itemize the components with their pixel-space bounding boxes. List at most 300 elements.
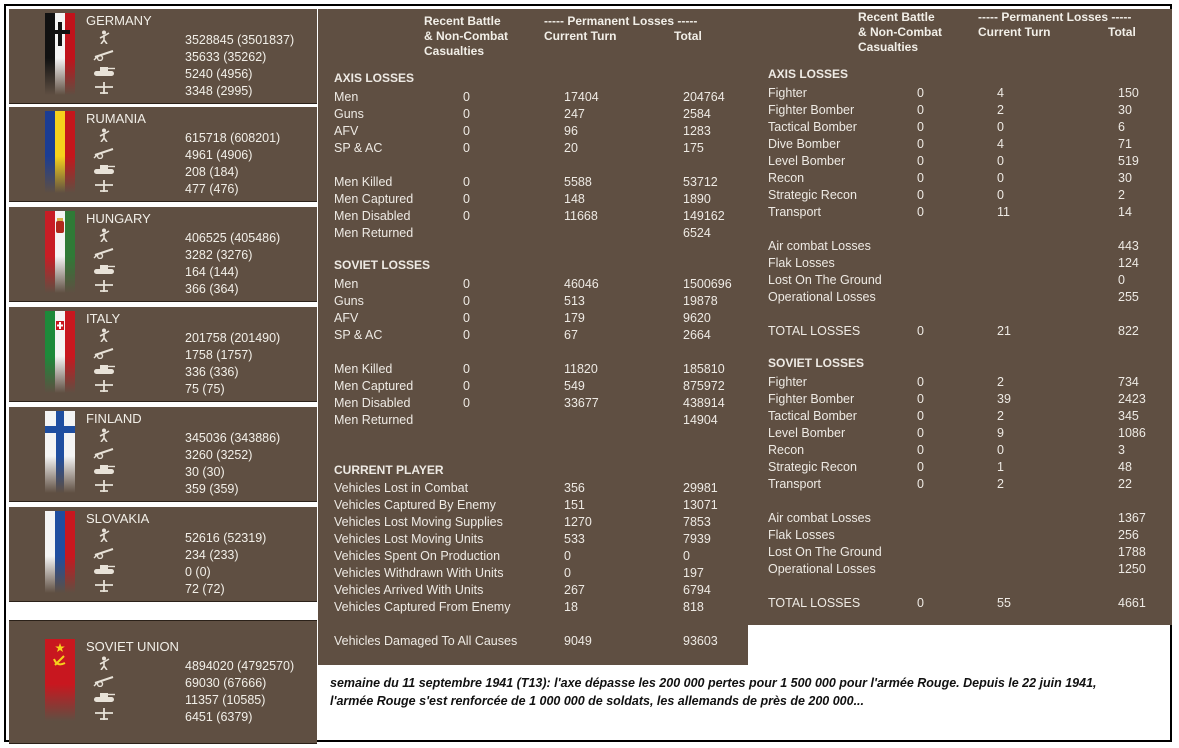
cell-total: 6 bbox=[1118, 120, 1125, 134]
header-permanent: ----- Permanent Losses ----- bbox=[978, 10, 1132, 24]
cell-label: Dive Bomber bbox=[768, 137, 841, 151]
cell-label: Men Killed bbox=[334, 362, 393, 376]
cell-recent: 0 bbox=[917, 171, 924, 185]
header-total: Total bbox=[1108, 25, 1136, 39]
guns-value: 4961 (4906) bbox=[185, 148, 253, 162]
cell-recent: 0 bbox=[917, 426, 924, 440]
cell-turn: 55 bbox=[997, 596, 1011, 610]
air-row bbox=[748, 595, 1172, 611]
cell-turn: 0 bbox=[564, 549, 571, 563]
cell-turn: 1 bbox=[997, 460, 1004, 474]
men-value: 3528845 (3501837) bbox=[185, 33, 295, 47]
cell-label: Strategic Recon bbox=[768, 460, 857, 474]
air-row bbox=[748, 221, 1172, 237]
ground-row bbox=[318, 140, 748, 156]
cell-recent: 0 bbox=[917, 392, 924, 406]
cell-label: Level Bomber bbox=[768, 154, 846, 168]
cell-recent: 0 bbox=[463, 362, 470, 376]
ground-row bbox=[318, 276, 748, 292]
cell-total: 2423 bbox=[1118, 392, 1146, 406]
ground-row bbox=[318, 89, 748, 105]
cell-total: 6794 bbox=[683, 583, 711, 597]
cell-total: 204764 bbox=[683, 90, 725, 104]
nation-germany bbox=[9, 9, 317, 104]
cell-label: SP & AC bbox=[334, 328, 383, 342]
vehicle-row bbox=[318, 599, 748, 615]
air-value: 366 (364) bbox=[185, 282, 239, 296]
cell-total: 9620 bbox=[683, 311, 711, 325]
cell-recent: 0 bbox=[463, 277, 470, 291]
cell-turn: 9 bbox=[997, 426, 1004, 440]
men-icon bbox=[91, 328, 117, 342]
men-icon bbox=[91, 428, 117, 442]
air-row bbox=[748, 323, 1172, 339]
cell-label: Operational Losses bbox=[768, 562, 876, 576]
cell-recent: 0 bbox=[463, 396, 470, 410]
cell-total: 185810 bbox=[683, 362, 725, 376]
afv-value: 0 (0) bbox=[185, 565, 211, 579]
cell-turn: 533 bbox=[564, 532, 585, 546]
cell-turn: 247 bbox=[564, 107, 585, 121]
cell-label: Flak Losses bbox=[768, 256, 835, 270]
guns-value: 3260 (3252) bbox=[185, 448, 253, 462]
cell-recent: 0 bbox=[917, 103, 924, 117]
nation-italy bbox=[9, 307, 317, 402]
cell-turn: 2 bbox=[997, 103, 1004, 117]
cell-turn: 46046 bbox=[564, 277, 599, 291]
cell-turn: 9049 bbox=[564, 634, 592, 648]
cell-total: 255 bbox=[1118, 290, 1139, 304]
cell-turn: 267 bbox=[564, 583, 585, 597]
ground-row bbox=[318, 123, 748, 139]
cell-label: Transport bbox=[768, 477, 822, 491]
cell-total: 14904 bbox=[683, 413, 718, 427]
cell-total: 0 bbox=[1118, 273, 1125, 287]
cell-turn: 0 bbox=[997, 171, 1004, 185]
ground-row bbox=[318, 106, 748, 122]
air-row bbox=[748, 459, 1172, 475]
cell-total: 1890 bbox=[683, 192, 711, 206]
cell-label: Vehicles Withdrawn With Units bbox=[334, 566, 504, 580]
cell-label: AFV bbox=[334, 311, 359, 325]
cell-label: Men Returned bbox=[334, 413, 414, 427]
cell-label: Men Disabled bbox=[334, 396, 411, 410]
cell-label: Lost On The Ground bbox=[768, 273, 882, 287]
cell-turn: 96 bbox=[564, 124, 578, 138]
air-row bbox=[748, 476, 1172, 492]
cell-turn: 39 bbox=[997, 392, 1011, 406]
afv-value: 5240 (4956) bbox=[185, 67, 253, 81]
cell-total: 19878 bbox=[683, 294, 718, 308]
cell-label: Fighter Bomber bbox=[768, 103, 855, 117]
guns-icon bbox=[91, 673, 117, 687]
air-row bbox=[748, 204, 1172, 220]
cell-label: Guns bbox=[334, 294, 364, 308]
vehicle-row bbox=[318, 497, 748, 513]
flag-finland bbox=[45, 411, 75, 493]
cell-total: 438914 bbox=[683, 396, 725, 410]
guns-value: 234 (233) bbox=[185, 548, 239, 562]
cell-total: 443 bbox=[1118, 239, 1139, 253]
cell-recent: 0 bbox=[463, 209, 470, 223]
vehicle-row bbox=[318, 582, 748, 598]
guns-icon bbox=[91, 545, 117, 559]
nation-name: GERMANY bbox=[86, 13, 152, 28]
flag-germany bbox=[45, 13, 75, 95]
ground-row bbox=[318, 327, 748, 343]
ground-row bbox=[318, 378, 748, 394]
afv-icon bbox=[91, 64, 117, 78]
men-value: 406525 (405486) bbox=[185, 231, 281, 245]
cell-total: 150 bbox=[1118, 86, 1139, 100]
cell-label: TOTAL LOSSES bbox=[768, 596, 861, 610]
ground-row bbox=[318, 293, 748, 309]
cell-label: Air combat Losses bbox=[768, 239, 871, 253]
cell-label: Vehicles Damaged To All Causes bbox=[334, 634, 518, 648]
cell-turn: 2 bbox=[997, 375, 1004, 389]
men-value: 52616 (52319) bbox=[185, 531, 267, 545]
cell-total: 1500696 bbox=[683, 277, 732, 291]
air-row bbox=[748, 527, 1172, 543]
cell-recent: 0 bbox=[463, 107, 470, 121]
cell-recent: 0 bbox=[917, 120, 924, 134]
cell-total: 13071 bbox=[683, 498, 718, 512]
air-icon bbox=[91, 179, 117, 193]
cell-total: 124 bbox=[1118, 256, 1139, 270]
air-icon bbox=[91, 81, 117, 95]
cell-turn: 67 bbox=[564, 328, 578, 342]
guns-icon bbox=[91, 47, 117, 61]
cell-label: Vehicles Spent On Production bbox=[334, 549, 501, 563]
ground-row bbox=[318, 361, 748, 377]
guns-icon bbox=[91, 345, 117, 359]
flag-rumania bbox=[45, 111, 75, 193]
cell-turn: 21 bbox=[997, 324, 1011, 338]
air-value: 359 (359) bbox=[185, 482, 239, 496]
afv-value: 336 (336) bbox=[185, 365, 239, 379]
air-row bbox=[748, 544, 1172, 560]
cell-label: Tactical Bomber bbox=[768, 409, 857, 423]
air-value: 75 (75) bbox=[185, 382, 225, 396]
afv-value: 30 (30) bbox=[185, 465, 225, 479]
cell-recent: 0 bbox=[463, 175, 470, 189]
air-row bbox=[748, 561, 1172, 577]
cell-turn: 148 bbox=[564, 192, 585, 206]
cell-turn: 5588 bbox=[564, 175, 592, 189]
ground-row bbox=[318, 157, 748, 173]
nation-name: RUMANIA bbox=[86, 111, 146, 126]
cell-turn: 549 bbox=[564, 379, 585, 393]
nation-name: SLOVAKIA bbox=[86, 511, 150, 526]
cell-label: Vehicles Lost Moving Units bbox=[334, 532, 484, 546]
ground-row bbox=[318, 191, 748, 207]
cell-recent: 0 bbox=[463, 328, 470, 342]
cell-turn: 513 bbox=[564, 294, 585, 308]
ground-row bbox=[318, 310, 748, 326]
cell-turn: 151 bbox=[564, 498, 585, 512]
cell-recent: 0 bbox=[917, 443, 924, 457]
guns-value: 69030 (67666) bbox=[185, 676, 267, 690]
air-row bbox=[748, 187, 1172, 203]
ground-row bbox=[318, 174, 748, 190]
air-row bbox=[748, 493, 1172, 509]
cell-total: 149162 bbox=[683, 209, 725, 223]
cell-turn: 0 bbox=[564, 566, 571, 580]
ground-row bbox=[318, 344, 748, 360]
air-icon bbox=[91, 379, 117, 393]
cell-total: 519 bbox=[1118, 154, 1139, 168]
cell-recent: 0 bbox=[917, 596, 924, 610]
cell-recent: 0 bbox=[463, 311, 470, 325]
air-value: 6451 (6379) bbox=[185, 710, 253, 724]
cell-total: 4661 bbox=[1118, 596, 1146, 610]
cell-recent: 0 bbox=[917, 86, 924, 100]
cell-total: 1086 bbox=[1118, 426, 1146, 440]
cell-total: 93603 bbox=[683, 634, 718, 648]
header-total: Total bbox=[674, 29, 702, 43]
cell-total: 875972 bbox=[683, 379, 725, 393]
air-row bbox=[748, 442, 1172, 458]
nation-rumania bbox=[9, 107, 317, 202]
air-row bbox=[748, 289, 1172, 305]
afv-icon bbox=[91, 162, 117, 176]
air-row bbox=[748, 170, 1172, 186]
guns-value: 3282 (3276) bbox=[185, 248, 253, 262]
cell-total: 175 bbox=[683, 141, 704, 155]
flag-italy bbox=[45, 311, 75, 393]
air-icon bbox=[91, 479, 117, 493]
vehicle-row bbox=[318, 531, 748, 547]
cell-total: 2584 bbox=[683, 107, 711, 121]
cell-total: 7939 bbox=[683, 532, 711, 546]
cell-total: 29981 bbox=[683, 481, 718, 495]
nation-name: ITALY bbox=[86, 311, 121, 326]
cell-total: 1367 bbox=[1118, 511, 1146, 525]
air-row bbox=[748, 102, 1172, 118]
cell-recent: 0 bbox=[463, 124, 470, 138]
cell-label: Flak Losses bbox=[768, 528, 835, 542]
air-row bbox=[748, 408, 1172, 424]
cell-label: Vehicles Captured From Enemy bbox=[334, 600, 511, 614]
cell-label: Transport bbox=[768, 205, 822, 219]
cell-turn: 11 bbox=[997, 205, 1010, 219]
section-title: AXIS LOSSES bbox=[334, 71, 415, 85]
cell-total: 256 bbox=[1118, 528, 1139, 542]
air-value: 72 (72) bbox=[185, 582, 225, 596]
air-row bbox=[748, 306, 1172, 322]
men-icon bbox=[91, 228, 117, 242]
cell-turn: 0 bbox=[997, 188, 1004, 202]
air-icon bbox=[91, 579, 117, 593]
cell-recent: 0 bbox=[917, 154, 924, 168]
nation-hungary bbox=[9, 207, 317, 302]
cell-label: Vehicles Captured By Enemy bbox=[334, 498, 496, 512]
afv-icon bbox=[91, 462, 117, 476]
cell-label: Vehicles Lost Moving Supplies bbox=[334, 515, 503, 529]
cell-total: 48 bbox=[1118, 460, 1132, 474]
guns-icon bbox=[91, 245, 117, 259]
cell-label: Men Disabled bbox=[334, 209, 411, 223]
air-value: 3348 (2995) bbox=[185, 84, 253, 98]
cell-recent: 0 bbox=[463, 379, 470, 393]
cell-recent: 0 bbox=[917, 324, 924, 338]
cell-total: 1250 bbox=[1118, 562, 1146, 576]
header-current-turn: Current Turn bbox=[978, 25, 1051, 39]
men-icon bbox=[91, 656, 117, 670]
men-icon bbox=[91, 528, 117, 542]
cell-recent: 0 bbox=[917, 205, 924, 219]
cell-turn: 0 bbox=[997, 120, 1004, 134]
cell-total: 197 bbox=[683, 566, 704, 580]
cell-recent: 0 bbox=[917, 137, 924, 151]
nation-name: FINLAND bbox=[86, 411, 142, 426]
cell-recent: 0 bbox=[463, 141, 470, 155]
cell-label: Men Returned bbox=[334, 226, 414, 240]
air-row bbox=[748, 425, 1172, 441]
header-recent-1: Recent Battle bbox=[858, 10, 935, 24]
cell-turn: 11668 bbox=[564, 209, 598, 223]
header-current-turn: Current Turn bbox=[544, 29, 617, 43]
cell-label: Fighter bbox=[768, 86, 807, 100]
cell-total: 822 bbox=[1118, 324, 1139, 338]
cell-turn: 18 bbox=[564, 600, 578, 614]
air-row bbox=[748, 255, 1172, 271]
afv-icon bbox=[91, 362, 117, 376]
guns-value: 1758 (1757) bbox=[185, 348, 253, 362]
air-row bbox=[748, 153, 1172, 169]
air-row bbox=[748, 578, 1172, 594]
guns-value: 35633 (35262) bbox=[185, 50, 267, 64]
vehicle-row bbox=[318, 480, 748, 496]
afv-value: 208 (184) bbox=[185, 165, 239, 179]
cell-label: Recon bbox=[768, 171, 805, 185]
caption-line-2: l'armée Rouge s'est renforcée de 1 000 000 de soldats, les allemands de près de 200 000... bbox=[330, 694, 864, 708]
cell-label: Tactical Bomber bbox=[768, 120, 857, 134]
cell-total: 0 bbox=[683, 549, 690, 563]
cell-total: 14 bbox=[1118, 205, 1132, 219]
cell-recent: 0 bbox=[463, 192, 470, 206]
ground-row bbox=[318, 412, 748, 428]
air-row bbox=[748, 136, 1172, 152]
cell-turn: 4 bbox=[997, 86, 1004, 100]
cell-total: 3 bbox=[1118, 443, 1125, 457]
caption bbox=[330, 674, 1140, 710]
guns-icon bbox=[91, 445, 117, 459]
men-icon bbox=[91, 30, 117, 44]
nation-slovakia bbox=[9, 507, 317, 602]
cell-total: 2 bbox=[1118, 188, 1125, 202]
cell-label: Operational Losses bbox=[768, 290, 876, 304]
cell-turn: 33677 bbox=[564, 396, 599, 410]
cell-label: Recon bbox=[768, 443, 805, 457]
cell-total: 345 bbox=[1118, 409, 1139, 423]
air-row bbox=[748, 272, 1172, 288]
cell-recent: 0 bbox=[917, 477, 924, 491]
cell-total: 7853 bbox=[683, 515, 711, 529]
section-title: AXIS LOSSES bbox=[768, 67, 849, 81]
cell-label: Air combat Losses bbox=[768, 511, 871, 525]
cell-label: TOTAL LOSSES bbox=[768, 324, 861, 338]
ground-row bbox=[318, 395, 748, 411]
air-row bbox=[748, 510, 1172, 526]
cell-turn: 2 bbox=[997, 477, 1004, 491]
header-recent-3: Casualties bbox=[858, 40, 919, 54]
cell-turn: 356 bbox=[564, 481, 585, 495]
cell-recent: 0 bbox=[917, 460, 924, 474]
cell-total: 53712 bbox=[683, 175, 718, 189]
flag-hungary bbox=[45, 211, 75, 293]
cell-turn: 17404 bbox=[564, 90, 599, 104]
cell-turn: 4 bbox=[997, 137, 1004, 151]
men-value: 4894020 (4792570) bbox=[185, 659, 295, 673]
caption-line-1: semaine du 11 septembre 1941 (T13): l'axe dépasse les 200 000 pertes pour 1 500 000 pour l'armée Rouge. Depuis le 22 juin 1941, bbox=[330, 676, 1097, 690]
ground-row bbox=[318, 208, 748, 224]
cell-label: SP & AC bbox=[334, 141, 383, 155]
afv-value: 164 (144) bbox=[185, 265, 239, 279]
cell-label: Men bbox=[334, 277, 359, 291]
vehicle-row bbox=[318, 633, 748, 649]
cell-label: Men Captured bbox=[334, 192, 414, 206]
cell-label: Lost On The Ground bbox=[768, 545, 882, 559]
cell-label: Vehicles Arrived With Units bbox=[334, 583, 484, 597]
cell-total: 734 bbox=[1118, 375, 1139, 389]
nation-name: SOVIET UNION bbox=[86, 639, 179, 654]
cell-turn: 0 bbox=[997, 154, 1004, 168]
cell-recent: 0 bbox=[917, 375, 924, 389]
afv-icon bbox=[91, 562, 117, 576]
cell-label: Vehicles Lost in Combat bbox=[334, 481, 469, 495]
cell-recent: 0 bbox=[463, 294, 470, 308]
air-row bbox=[748, 391, 1172, 407]
cell-total: 1283 bbox=[683, 124, 711, 138]
header-recent-2: & Non-Combat bbox=[424, 29, 508, 43]
cell-label: Men Killed bbox=[334, 175, 393, 189]
cell-total: 818 bbox=[683, 600, 704, 614]
cell-turn: 1270 bbox=[564, 515, 592, 529]
cell-total: 30 bbox=[1118, 171, 1132, 185]
vehicle-row bbox=[318, 548, 748, 564]
cell-turn: 20 bbox=[564, 141, 578, 155]
flag-slovakia bbox=[45, 511, 75, 593]
men-icon bbox=[91, 128, 117, 142]
ground-row bbox=[318, 225, 748, 241]
vehicle-row bbox=[318, 514, 748, 530]
men-value: 615718 (608201) bbox=[185, 131, 281, 145]
cell-turn: 179 bbox=[564, 311, 585, 325]
afv-value: 11357 (10585) bbox=[185, 693, 266, 707]
afv-icon bbox=[91, 262, 117, 276]
nation-soviet bbox=[9, 620, 317, 744]
cell-total: 22 bbox=[1118, 477, 1132, 491]
header-recent-1: Recent Battle bbox=[424, 14, 501, 28]
air-row bbox=[748, 85, 1172, 101]
nation-name: HUNGARY bbox=[86, 211, 151, 226]
men-value: 345036 (343886) bbox=[185, 431, 281, 445]
section-title: SOVIET LOSSES bbox=[768, 356, 865, 370]
cell-total: 1788 bbox=[1118, 545, 1146, 559]
cell-label: AFV bbox=[334, 124, 359, 138]
air-row bbox=[748, 238, 1172, 254]
men-value: 201758 (201490) bbox=[185, 331, 281, 345]
section-title: CURRENT PLAYER bbox=[334, 463, 444, 477]
nation-finland bbox=[9, 407, 317, 502]
cell-label: Strategic Recon bbox=[768, 188, 857, 202]
cell-label: Fighter bbox=[768, 375, 807, 389]
cell-label: Men bbox=[334, 90, 359, 104]
guns-icon bbox=[91, 145, 117, 159]
header-permanent: ----- Permanent Losses ----- bbox=[544, 14, 698, 28]
cell-turn: 2 bbox=[997, 409, 1004, 423]
